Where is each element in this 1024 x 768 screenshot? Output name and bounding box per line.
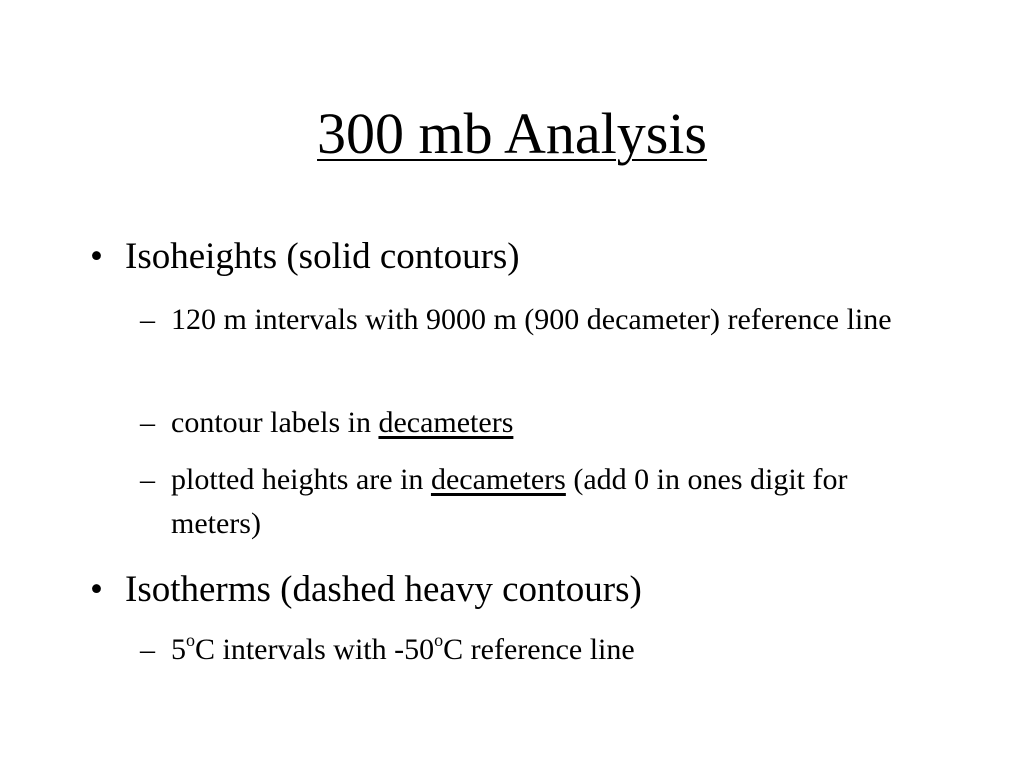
subbullet-text bbox=[171, 458, 940, 546]
subbullet-text bbox=[171, 401, 940, 445]
subbullet-plotted-heights bbox=[140, 458, 940, 546]
dash-icon: – bbox=[140, 463, 155, 496]
bullet-isotherms bbox=[90, 568, 642, 612]
text-pre: contour labels in bbox=[171, 406, 379, 439]
text-part: 5 bbox=[171, 633, 186, 666]
subbullet-temperature-intervals bbox=[140, 628, 940, 672]
dash-icon: – bbox=[140, 406, 155, 439]
dash-icon: – bbox=[140, 303, 155, 336]
subbullet-text: 120 m intervals with 9000 m (900 decameter) reference line bbox=[171, 303, 892, 336]
degree-superscript: o bbox=[186, 630, 195, 650]
bullet-text: Isotherms (dashed heavy contours) bbox=[125, 569, 642, 610]
underlined-term: decameters bbox=[378, 406, 514, 439]
text-pre: plotted heights are in bbox=[171, 463, 431, 496]
bullet-icon: • bbox=[90, 236, 103, 277]
text-part: C intervals with -50 bbox=[195, 633, 435, 666]
underlined-term: decameters bbox=[430, 463, 566, 496]
degree-superscript: o bbox=[434, 630, 444, 650]
bullet-text: Isoheights (solid contours) bbox=[125, 236, 520, 277]
subbullet-intervals bbox=[140, 298, 940, 342]
subbullet-text bbox=[171, 628, 940, 672]
text-post: (add 0 in ones digit for meters) bbox=[171, 463, 848, 540]
subbullet-contour-labels bbox=[140, 401, 940, 445]
dash-icon: – bbox=[140, 633, 155, 666]
bullet-isoheights bbox=[90, 235, 520, 279]
text-part: C reference line bbox=[443, 633, 635, 666]
slide-title: 300 mb Analysis bbox=[317, 101, 707, 166]
bullet-icon: • bbox=[90, 569, 103, 610]
